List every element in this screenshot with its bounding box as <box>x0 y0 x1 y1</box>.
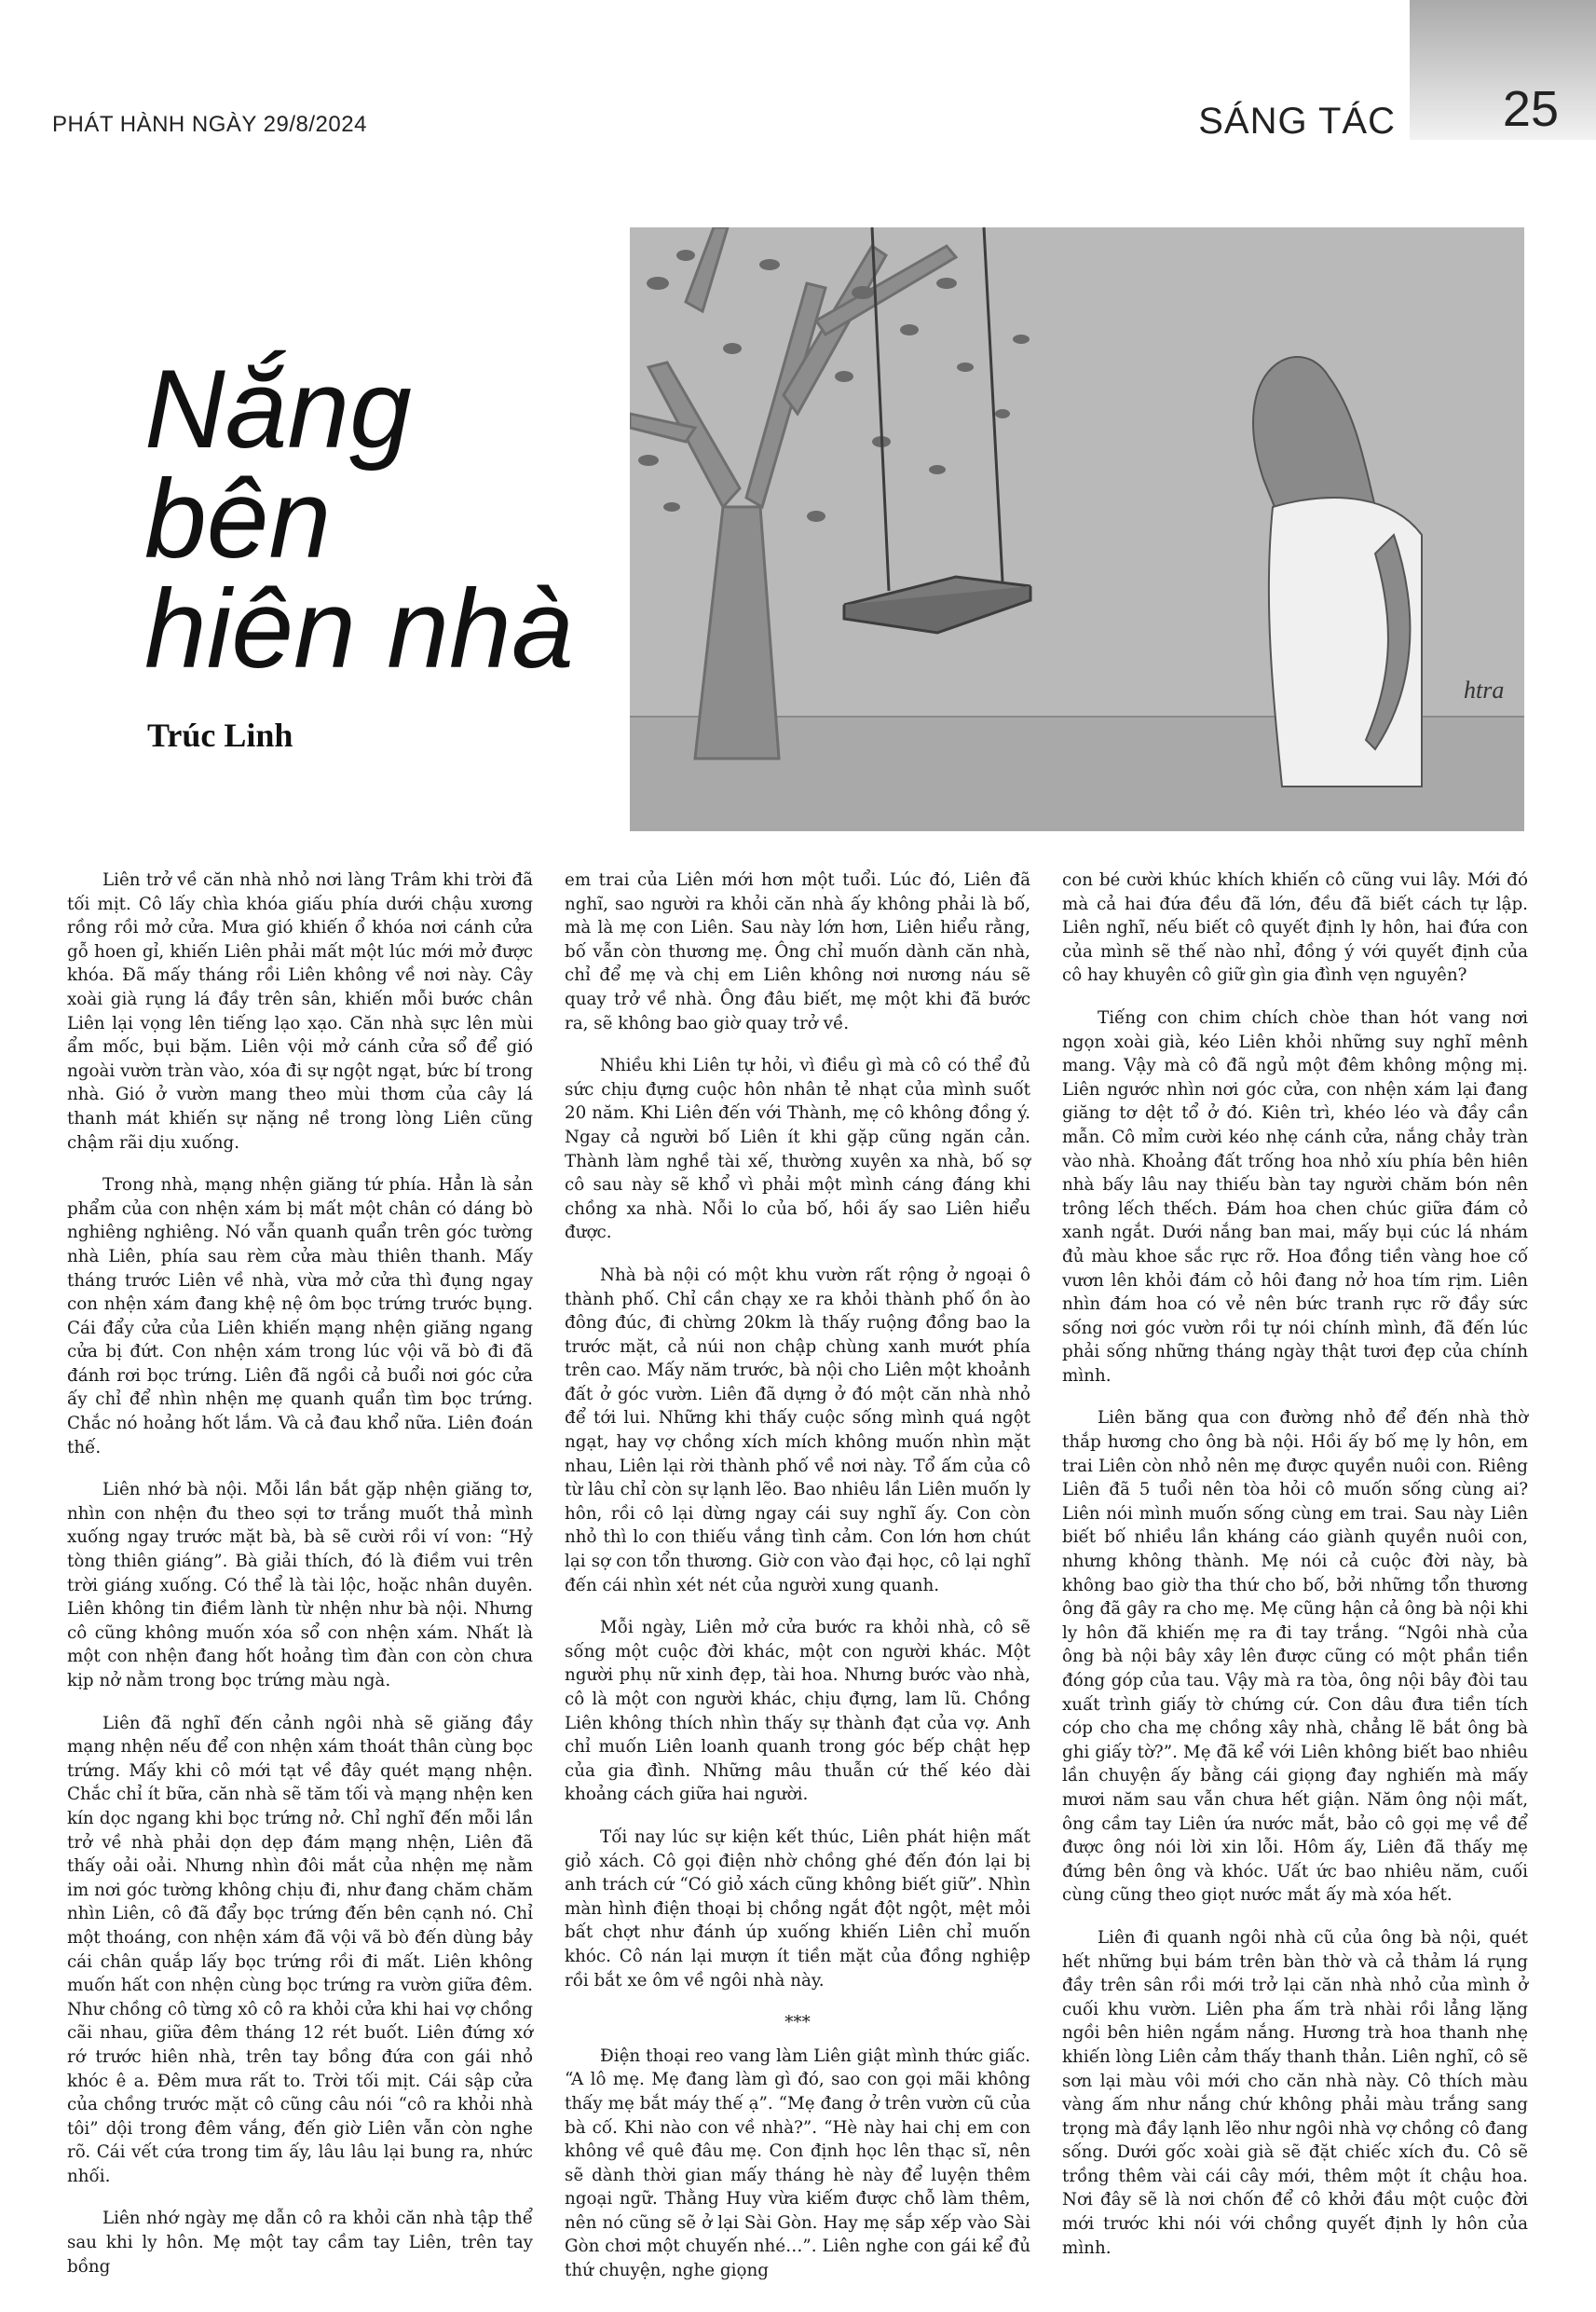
paragraph: Điện thoại reo vang làm Liên giật mình thức giấc. “A lô mẹ. Mẹ đang làm gì đó, sao con gọi mãi không thấy mẹ bắt máy thế ạ”. “Mẹ đang ở trên vườn cũ của bà cố. Khi nào con về nhà?”. “Hè này hai chị em con không về quê đâu mẹ. Con định học lên thạc sĩ, nên sẽ dành thời gian mấy tháng hè này để luyện thêm ngoại ngữ. Thằng Huy vừa kiếm được chỗ làm thêm, nên nó cũng sẽ ở lại Sài Gòn. Hay mẹ sắp xếp vào Sài Gòn chơi một chuyến nhé…”. Liên nghe con gái kể đủ thứ chuyện, nghe giọng <box>565 2045 1030 2281</box>
paragraph: Liên nhớ bà nội. Mỗi lần bắt gặp nhện giăng tơ, nhìn con nhện đu theo sợi tơ trắng muốt thả mình xuống ngay trước mặt bà, bà sẽ cười rồi ví von: “Hỷ tòng thiên giáng”. Bà giải thích, đó là điềm vui trên trời giáng xuống. Có thể là tài lộc, hoặc nhân duyên. Liên không tin điềm lành từ nhện như bà nội. Nhưng cô cũng không muốn xóa sổ con nhện xám. Nhất là một con nhện đang hốt hoảng tìm đàn con còn chưa kịp nở nằm trong bọc trứng màu ngà. <box>67 1480 533 1690</box>
paragraph: con bé cười khúc khích khiến cô cũng vui lây. Mới đó mà cả hai đứa đều đã lớn, đều đã biết cách tự lập. Liên nghĩ, nếu biết cô quyết định ly hôn, hai đứa con của mình sẽ thế nào nhỉ, đồng ý với quyết định của cô hay khuyên cô giữ gìn gia đình vẹn nguyên? <box>1062 870 1528 986</box>
column-3 <box>1062 869 1528 2302</box>
paragraph: Mỗi ngày, Liên mở cửa bước ra khỏi nhà, cô sẽ sống một cuộc đời khác, một con người khác. Một người phụ nữ xinh đẹp, tài hoa. Nhưng bước vào nhà, cô là một con người khác, chịu đựng, lam lũ. Chồng Liên không thích nhìn thấy sự thành đạt của vợ. Anh chỉ muốn Liên loanh quanh trong góc bếp chật hẹp của gia đình. Những mâu thuẫn cứ thế kéo dài khoảng cách giữa hai người. <box>565 1618 1030 1805</box>
article-title <box>144 347 574 691</box>
title-line: bên <box>144 457 332 581</box>
section-separator: *** <box>784 2013 811 2033</box>
paragraph: Liên băng qua con đường nhỏ để đến nhà thờ thắp hương cho ông bà nội. Hồi ấy bố mẹ ly hôn, em trai Liên còn nhỏ nên mẹ được quyền nuôi con. Riêng Liên đã 5 tuổi nên tòa hỏi cô muốn sống cùng ai? Liên nói mình muốn sống cùng em trai. Sau này Liên biết bố nhiều lần kháng cáo giành quyền nuôi con, nhưng không thành. Mẹ nói cả cuộc đời này, bà không bao giờ tha thứ cho bố, bởi những tổn thương ông đã gây ra cho mẹ. Mẹ cũng hận cả ông bà nội khi ly hôn đã khiến mẹ ra đi tay trắng. “Ngôi nhà của ông bà nội bây xây lên được cũng có một phần tiền đóng góp của tau. Vậy mà ra tòa, ông nội bây đòi tau xuất trình giấy tờ chứng cứ. Con dâu đưa tiền tích cóp cho cha mẹ chồng xây nhà, chẳng lẽ bắt ông bà ghi giấy tờ?”. Mẹ đã kể với Liên không biết bao nhiêu lần chuyện ấy bằng cái giọng đay nghiến mà mấy mươi năm sau vẫn chưa hết giận. Năm ông nội mất, ông cầm tay Liên ứa nước mắt, bảo cô gọi mẹ về để được ông nói lời xin lỗi. Hôm ấy, Liên đã thấy mẹ đứng bên ông và khóc. Uất ức bao nhiêu năm, cuối cùng cũng theo giọt nước mắt ấy mà xóa hết. <box>1062 1408 1528 1906</box>
illustration-signature: htra <box>1464 677 1505 704</box>
paragraph: Nhiều khi Liên tự hỏi, vì điều gì mà cô có thể đủ sức chịu đựng cuộc hôn nhân tẻ nhạt của mình suốt 20 năm. Khi Liên đến với Thành, mẹ cô không đồng ý. Ngay cả người bố Liên ít khi gặp cũng ngăn cản. Thành làm nghề tài xế, thường xuyên xa nhà, bố sợ cô sau này sẽ khổ vì phải một mình cáng đáng khi chồng xa nhà. Nỗi lo của bố, hồi ấy sao Liên hiểu được. <box>565 1056 1030 1243</box>
paragraph: Tiếng con chim chích chòe than hót vang nơi ngọn xoài già, kéo Liên khỏi những suy nghĩ mênh mang. Vậy mà cô đã ngủ một đêm không mộng mị. Liên ngước nhìn nơi góc cửa, con nhện xám lại đang giăng tơ dệt tổ ở đó. Kiên trì, khéo léo và đầy cần mẫn. Cô mỉm cười kéo nhẹ cánh cửa, nắng chảy tràn vào nhà. Khoảng đất trống hoa nhỏ xíu phía bên hiên nhà bấy lâu nay thiếu bàn tay người chăm bón nên trông lếch thếch. Đám hoa chen chúc giữa đám cỏ xanh ngắt. Dưới nắng ban mai, mấy bụi cúc lá nhám đủ màu khoe sắc rực rỡ. Hoa đồng tiền vàng hoe cố vươn lên khỏi đám cỏ hôi đang nở hoa tím rịm. Liên nhìn đám hoa có vẻ nên bức tranh rực rỡ đầy sức sống nơi góc vườn rồi tự nói chính mình, đã đến lúc phải sống những tháng ngày thật tươi đẹp của chính mình. <box>1062 1007 1528 1386</box>
publish-date: PHÁT HÀNH NGÀY 29/8/2024 <box>52 112 367 137</box>
section-title: SÁNG TÁC <box>1198 101 1396 142</box>
paragraph: Liên đi quanh ngôi nhà cũ của ông bà nội, quét hết những bụi bám trên bàn thờ và cả thảm lá rụng đầy trên sân rồi mới trở lại căn nhà nhỏ của mình ở cuối khu vườn. Liên pha ấm trà nhài rồi lẳng lặng ngồi bên hiên ngắm nắng. Hương trà hoa thanh nhẹ khiến lòng Liên cảm thấy thanh thản. Liên nghĩ, cô sẽ sơn lại màu vôi mới cho căn nhà này. Cô thích màu vàng ấm như nắng chứ không phải màu trắng sang trọng mà đầy lạnh lẽo như ngôi nhà vợ chồng cô đang sống. Dưới gốc xoài già sẽ đặt chiếc xích đu. Cô sẽ trồng thêm vài cái cây mới, thêm một ít chậu hoa. Nơi đây sẽ là nơi chốn để cô khởi đầu một cuộc đời mới trước khi nói với chồng quyết định ly hôn của mình. <box>1062 1927 1528 2258</box>
title-line: hiên nhà <box>144 567 574 691</box>
column-2 <box>565 869 1030 2302</box>
paragraph: Tối nay lúc sự kiện kết thúc, Liên phát hiện mất giỏ xách. Cô gọi điện nhờ chồng ghé đến đón lại bị anh trách cứ “Có giỏ xách cũng không biết giữ”. Nhìn màn hình điện thoại bị chồng ngắt đột ngột, mệt mỏi bất chợt như đánh úp xuống khiến Liên chỉ muốn khóc. Cô nán lại mượn ít tiền mặt của đồng nghiệp rồi bắt xe ôm về ngôi nhà này. <box>565 1826 1030 1991</box>
paragraph: Liên đã nghĩ đến cảnh ngôi nhà sẽ giăng đầy mạng nhện nếu để con nhện xám thoát thân cùng bọc trứng. Mấy khi cô mới tạt về đây quét mạng nhện. Chắc chỉ ít bữa, căn nhà sẽ tăm tối và mạng nhện ken kín dọc ngang khi bọc trứng nở. Chỉ nghĩ đến mỗi lần trở về nhà phải dọn dẹp đám mạng nhện, Liên đã thấy oải oải. Nhưng nhìn đôi mắt của nhện mẹ nằm im nơi góc tường không chịu đi, như đang chăm chăm nhìn Liên, cô đã đẩy bọc trứng đến bên cạnh nó. Chỉ một thoáng, con nhện xám đã vội vã bò đến dùng bảy cái chân quắp lấy bọc trứng rồi đi mất. Liên không muốn hất con nhện cùng bọc trứng ra vườn giữa đêm. Như chồng cô từng xô cô ra khỏi cửa khi hai vợ chồng cãi nhau, giữa đêm tháng 12 rét buốt. Liên đứng xớ rớ trước hiên nhà, trên tay bồng đứa con gái nhỏ khóc ê a. Đêm mưa rất to. Trời tối mịt. Cái sập cửa của chồng trước mặt cô cũng câu nói “cô ra khỏi nhà tôi” dội trong đêm vắng, đến giờ Liên vẫn còn nghe rõ. Cái vết cứa trong tim ấy, lâu lâu lại bung ra, nhức nhối. <box>67 1713 534 2186</box>
article-body <box>67 869 1530 2302</box>
column-1 <box>67 869 533 2302</box>
page-number: 25 <box>1502 81 1559 137</box>
paragraph: Nhà bà nội có một khu vườn rất rộng ở ngoại ô thành phố. Chỉ cần chạy xe ra khỏi thành phố ồn ào đông đúc, đi chừng 20km là thấy ruộng đồng bao la trước mặt, cả núi non chập chùng xanh mướt phía trên cao. Mấy năm trước, bà nội cho Liên một khoảnh đất ở góc vườn. Liên đã dựng ở đó một căn nhà nhỏ để tới lui. Những khi thấy cuộc sống mình quá ngột ngạt, hay vợ chồng xích mích không muốn nhìn mặt nhau, Liên lại rời thành phố về nơi này. Tổ ấm của cô từ lâu chỉ còn sự lạnh lẽo. Bao nhiêu lần Liên muốn ly hôn, rồi cô lại dừng ngay cái suy nghĩ ấy. Con còn nhỏ thì lo con thiếu vắng tình cảm. Con lớn hơn chút lại sợ con tổn thương. Giờ con vào đại học, cô lại nghĩ đến cái nhìn xét nét của người xung quanh. <box>565 1265 1030 1595</box>
title-line: Nắng <box>144 347 412 472</box>
paragraph: Liên nhớ ngày mẹ dẫn cô ra khỏi căn nhà tập thể sau khi ly hôn. Mẹ một tay cầm tay Liên, trên tay bồng <box>67 2209 533 2277</box>
article-illustration <box>630 227 1524 831</box>
article-author: Trúc Linh <box>147 717 293 754</box>
paragraph: Trong nhà, mạng nhện giăng tứ phía. Hẳn là sản phẩm của con nhện xám bị mất một chân có dáng bò nghiêng nghiêng. Nó vẫn quanh quẩn trên góc tường nhà Liên, phía sau rèm cửa màu thiên thanh. Mấy tháng trước Liên về nhà, vừa mở cửa thì đụng ngay con nhện xám đang khệ nệ ôm bọc trứng trước bụng. Cái đẩy cửa của Liên khiến mạng nhện giăng ngang cửa bị đứt. Con nhện xám trong lúc vội vã bò đi đã đánh rơi bọc trứng. Liên đã ngồi cả buổi nơi góc cửa ấy chỉ để nhìn nhện mẹ quanh quẩn tìm bọc trứng. Chắc nó hoảng hốt lắm. Và cả đau khổ nữa. Liên đoán thế. <box>67 1175 533 1457</box>
paragraph: em trai của Liên mới hơn một tuổi. Lúc đó, Liên đã nghĩ, sao người ra khỏi căn nhà ấy không phải là bố, mà là mẹ con Liên. Sau này lớn hơn, Liên hiểu rằng, bố vẫn còn thương mẹ. Ông chỉ muốn dành căn nhà, chỉ để mẹ và chị em Liên không nơi nương náu sẽ quay trở về nhà. Ông đâu biết, mẹ một khi đã bước ra, sẽ không bao giờ quay trở về. <box>565 870 1030 1033</box>
paragraph: Liên trở về căn nhà nhỏ nơi làng Trâm khi trời đã tối mịt. Cô lấy chìa khóa giấu phía dưới chậu xương rồng rồi mở cửa. Mưa gió khiến ổ khóa nơi cánh cửa gỗ hoen gỉ, khiến Liên phải mất một lúc mới mở được khóa. Đã mấy tháng rồi Liên không về nơi này. Cây xoài già rụng lá đầy trên sân, khiến mỗi bước chân Liên lại vọng lên tiếng lạo xạo. Căn nhà sực lên mùi ẩm mốc, bụi bặm. Liên vội mở cánh cửa sổ để gió ngoài vườn tràn vào, xóa đi sự ngột ngạt, bức bí trong nhà. Gió ở vườn mang theo mùi thơm của cây lá thanh mát khiến sự nặng nề trong lòng Liên cũng chậm rãi dịu xuống. <box>67 870 533 1153</box>
